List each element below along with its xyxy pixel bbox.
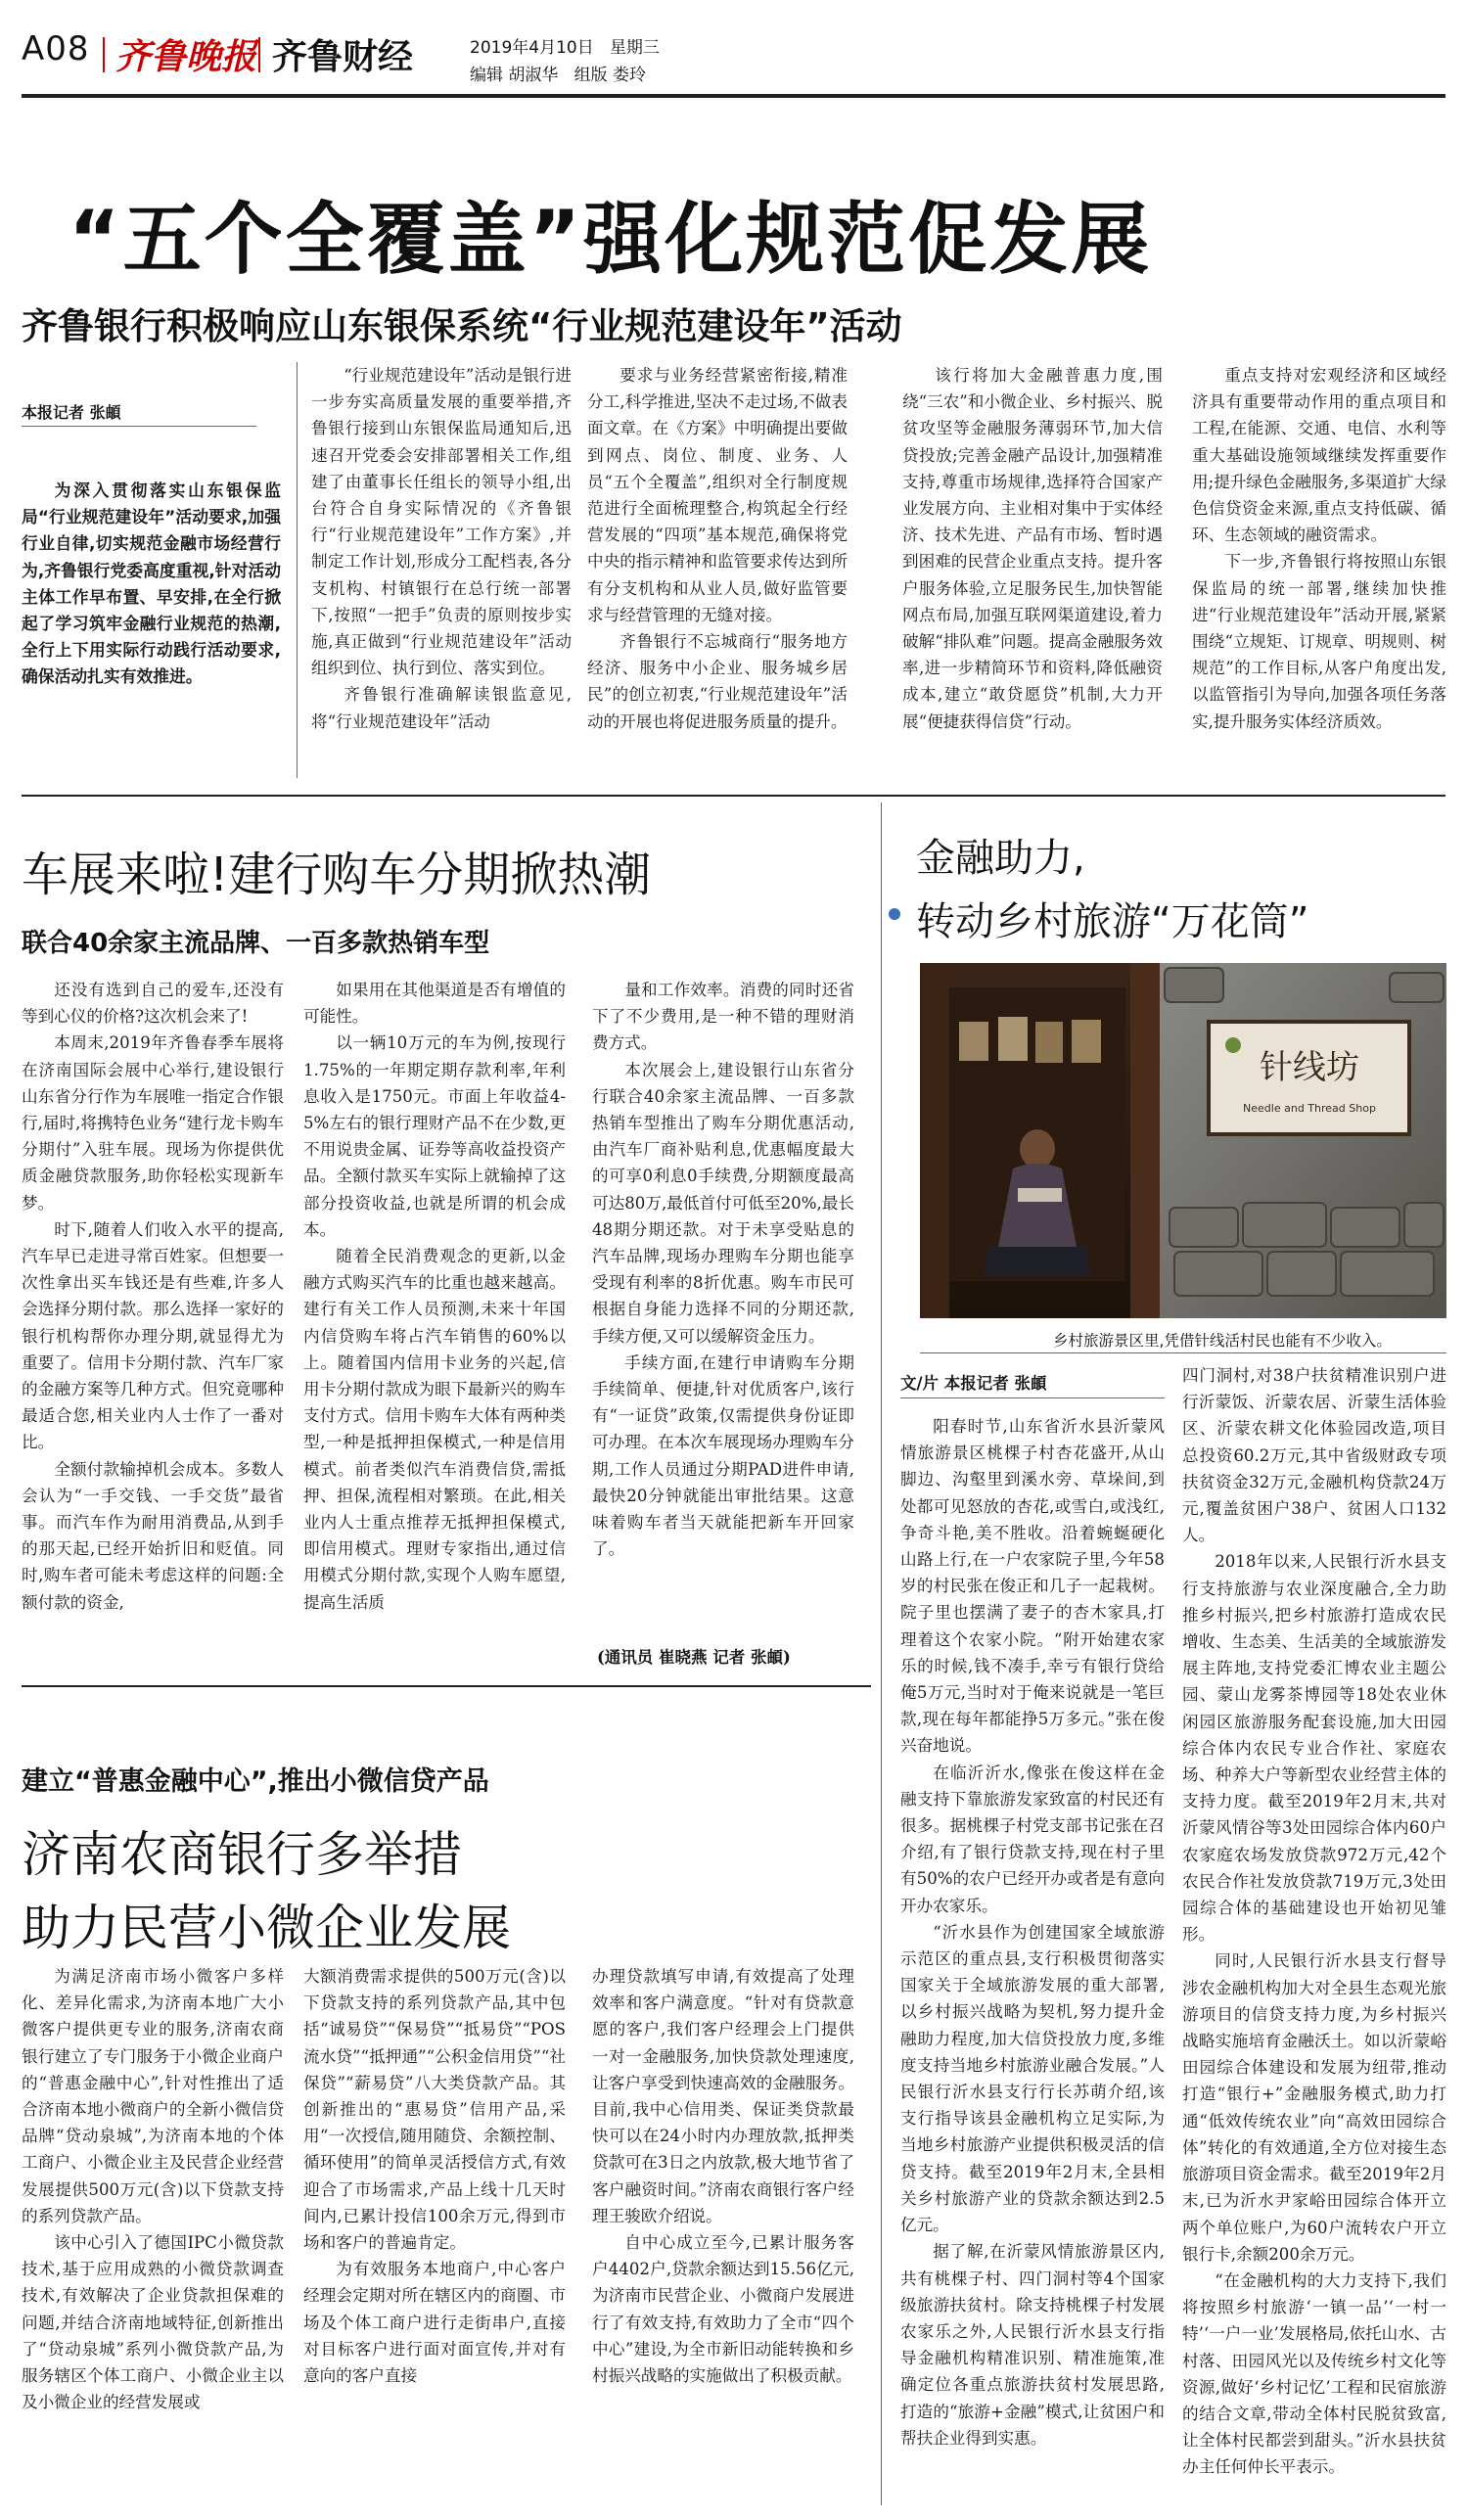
story3-col1: [900, 1413, 1165, 2505]
paragraph: 如果用在其他渠道是否有增值的可能性。: [303, 981, 566, 1027]
story1-col2: [587, 362, 848, 778]
story1-headline: “五个全覆盖”强化规范促发展: [69, 194, 1153, 285]
story4-col1: [22, 1963, 284, 2505]
layout-editor: 组版 娄玲: [573, 66, 647, 85]
paragraph: 要求与业务经营紧密衔接,精准分工,科学推进,坚决不走过场,不做表面文章。在《方案》中明确提出要做到网点、岗位、制度、业务、人员“五个全覆盖”,组织对全行制度规范进行全面梳理整合,构筑起全行经营发展的“四项”基本规范,确保将党中央的指示精神和监管要求传达到所有分支机构和从业人员,做好监管要求与经营管理的无缝对接。: [587, 366, 848, 624]
divider-vertical: [103, 37, 105, 72]
photo-caption: 乡村旅游景区里,凭借针线活村民也能有不少收入。: [1053, 1332, 1392, 1350]
page-code: A08: [22, 29, 90, 69]
date: 2019年4月10日: [470, 38, 594, 58]
story1-lead: [22, 478, 281, 742]
paragraph: 为满足济南市场小微客户多样化、差异化需求,为济南本地广大小微客户提供更专业的服务,济南农商银行建立了专门服务于小微企业商户的“普惠金融中心”,针对性推出了适合济南本地小微商户的全新小微信贷品牌“贷动泉城”,为济南本地的个体工商户、小微企业主及民营企业经营发展提供500万元(含)以下贷款支持的系列贷款产品。: [22, 1967, 284, 2225]
story3-col2: [1182, 1362, 1446, 2505]
paragraph: 为有效服务本地商户,中心客户经理会定期对所在辖区内的商圈、市场及个体工商户进行走街串户,直接对目标客户进行面对面宣传,并对有意向的客户直接: [303, 2260, 566, 2386]
story4-headline-line2: 助力民营小微企业发展: [22, 1900, 511, 1956]
column-rule: [297, 362, 298, 778]
column-rule: [881, 802, 882, 2505]
accent-dot-icon: [889, 908, 900, 920]
story1-subheadline: 齐鲁银行积极响应山东银保系统“行业规范建设年”活动: [22, 305, 902, 347]
story2-col1: [22, 977, 284, 1673]
story2-headline: 车展来啦!建行购车分期掀热潮: [22, 848, 652, 902]
paragraph: 自中心成立至今,已累计服务客户4402户,贷款余额达到15.56亿元,为济南市民营企业、小微商户发展进行了有效支持,有效助力了全市“四个中心”建设,为全市新旧动能转换和乡村振兴战略的实施做出了积极贡献。: [592, 2233, 854, 2386]
rural-tourism-photo: [920, 963, 1446, 1318]
paragraph: 手续方面,在建行申请购车分期手续简单、便捷,针对优质客户,该行有“一证贷”政策,仅需提供身份证即可办理。在本次车展现场办理购车分期,工作人员通过分期PAD进件申请,最快20分钟就能出审批结果。这意味着购车者当天就能把新车开回家了。: [592, 1352, 854, 1559]
paragraph: 为深入贯彻落实山东银保监局“行业规范建设年”活动要求,加强行业自律,切实规范金融市场经营行为,齐鲁银行党委高度重视,针对活动主体工作早布置、早安排,在全行掀起了学习筑牢金融行业规范的热潮,全行上下用实际行动践行活动要求,确保活动扎实有效推进。: [22, 481, 281, 687]
paragraph: 同时,人民银行沂水县支行督导涉农金融机构加大对全县生态观光旅游项目的信贷支持力度,为乡村振兴战略实施培育金融沃土。如以沂蒙峪田园综合体建设和发展为纽带,推动打造“银行+”金融服务模式,助力打通“低效传统农业”向“高效田园综合体”转化的有效通道,全方位对接生态旅游项目资金需求。截至2019年2月末,已为沂水尹家峪田园综合体开立两个单位账户,为60户流转农户开立银行卡,余额200余万元。: [1182, 1951, 1446, 2264]
paragraph: 下一步,齐鲁银行将按照山东银保监局的统一部署,继续加快推进“行业规范建设年”活动开展,紧紧围绕“立规矩、订规章、明规则、树规范”的工作目标,从客户角度出发,以监管指引为导向,加强各项任务落实,提升服务实体经济质效。: [1192, 552, 1446, 731]
paragraph: 在临沂沂水,像张在俊这样在金融支持下靠旅游发家致富的村民还有很多。据桃棵子村党支部书记张在召介绍,有了银行贷款支持,现在村子里有50%的农户已经开办或者是有意向开办农家乐。: [900, 1763, 1165, 1915]
paragraph: 据了解,在沂蒙风情旅游景区内,共有桃棵子村、四门洞村等4个国家级旅游扶贫村。除支持桃棵子村发展农家乐之外,人民银行沂水县支行指导金融机构精准识别、精准施策,准确定位各重点旅游扶贫村发展思路,打造的“旅游+金融”模式,让贫困户和帮扶企业得到实惠。: [900, 2242, 1165, 2448]
byline-rule: [22, 426, 256, 427]
paragraph: “在金融机构的大力支持下,我们将按照乡村旅游‘一镇一品’‘一村一特’‘一户一业’发展格局,依托山水、古村落、田园风光以及传统乡村文化等资源,做好‘乡村记忆’工程和民宿旅游的结合文章,带动全体村民脱贫致富,让全体村民都尝到甜头。”沂水县扶贫办主任何仲长平表示。: [1182, 2270, 1446, 2477]
header-rule: [22, 94, 1445, 98]
story4-col2: [303, 1963, 566, 2505]
paragraph: 随着全民消费观念的更新,以金融方式购买汽车的比重也越来越高。建行有关工作人员预测,未来十年国内信贷购车将占汽车销售的60%以上。随着国内信用卡业务的兴起,信用卡分期付款成为眼下最新兴的购车支付方式。信用卡购车大体有两种类型,一种是抵押担保模式,一种是信用模式。前者类似汽车消费信贷,需抵押、担保,流程相对繁琐。在此,相关业内人士重点推荐无抵押担保模式,即信用模式。理财专家指出,通过信用模式分期付款,实现个人购车愿望,提高生活质: [303, 1247, 566, 1612]
story2-subheadline: 联合40余家主流品牌、一百多款热销车型: [22, 929, 490, 958]
paragraph: 齐鲁银行准确解读银监意见,将“行业规范建设年”活动: [311, 685, 572, 731]
story1-col3: [902, 362, 1163, 778]
caption-rule: [920, 1352, 1446, 1353]
photo-illustration: [920, 963, 1446, 1318]
newspaper-logo: 齐鲁晚报: [115, 36, 257, 77]
paragraph: 该行将加大金融普惠力度,围绕“三农”和小微企业、乡村振兴、脱贫攻坚等金融服务薄弱环节,加大信贷投放;完善金融产品设计,加强精准支持,尊重市场规律,选择符合国家产业发展方向、主业相对集中于实体经济、技术先进、产品有市场、暂时遇到困难的民营企业重点支持。提升客户服务体验,立足服务民生,加快智能网点布局,加强互联网渠道建设,着力破解“排队难”问题。提高金融服务效率,进一步精简环节和资料,降低融资成本,建立“敢贷愿贷”机制,大力开展“便捷获得信贷”行动。: [902, 366, 1163, 731]
paragraph: 2018年以来,人民银行沂水县支行支持旅游与农业深度融合,全力助推乡村振兴,把乡村旅游打造成农民增收、生态美、生活美的全域旅游发展主阵地,支持党委汇博农业主题公园、蒙山龙雾茶博园等18处农业休闲园区旅游服务配套设施,加大田园综合体内农民专业合作社、家庭农场、种养大户等新型农业经营主体的支持力度。截至2019年2月末,共对沂蒙风情谷等3处田园综合体内60户农家庭农场发放贷款972万元,42个农民合作社发放贷款719万元,3处田园综合体的基础建设也开始初见雏形。: [1182, 1552, 1446, 1945]
story3-byline: 文/片 本报记者 张頔: [900, 1374, 1047, 1393]
byline-rule: [900, 1397, 1165, 1398]
story1-col1: [311, 362, 572, 778]
sign-text: 针线坊: [1260, 1048, 1359, 1087]
paragraph: 本次展会上,建设银行山东省分行联合40余家主流品牌、一百多款热销车型推出了购车分期优惠活动,由汽车厂商补贴利息,优惠幅度最大的可享0利息0手续费,分期额度最高可达80万,最低首付可低至20%,最长48期分期还款。对于未享受贴息的汽车品牌,现场办理购车分期也能享受现有利率的8折优惠。购车市民可根据自身能力选择不同的分期还款,手续方便,又可以缓解资金压力。: [592, 1060, 854, 1346]
paragraph: 该中心引入了德国IPC小微贷款技术,基于应用成熟的小微贷款调查技术,有效解决了企业贷款担保难的问题,并结合济南地域特征,创新推出了“贷动泉城”系列小微贷款产品,为服务辖区个体工商户、小微企业主以及小微企业的经营发展或: [22, 2233, 284, 2412]
story4-headline-line1: 济南农商银行多举措: [22, 1826, 462, 1883]
story3-headline-line2: 转动乡村旅游“万花筒”: [916, 899, 1309, 944]
story4-kicker: 建立“普惠金融中心”,推出小微信贷产品: [22, 1766, 489, 1797]
editor-credits: [470, 61, 646, 85]
story2-col3: [592, 977, 854, 1647]
paragraph: 以一辆10万元的车为例,按现行1.75%的一年期定期存款利率,年利息收入是1750元。市面上年收益4-5%左右的银行理财产品不在少数,更不用说贵金属、证券等高收益投资产品。全额付款买车实际上就输掉了这部分投资收益,也就是所谓的机会成本。: [303, 1033, 566, 1239]
story1-col4: [1192, 362, 1446, 778]
story-separator: [22, 1685, 871, 1687]
paragraph: 全额付款输掉机会成本。多数人会认为“一手交钱、一手交货”最省事。而汽车作为耐用消费品,从到手的那天起,已经开始折旧和贬值。同时,购车者可能未考虑这样的问题:全额付款的资金,: [22, 1459, 284, 1612]
story3-headline-line1: 金融助力,: [916, 836, 1085, 881]
story1-byline: 本报记者 张頔: [22, 403, 121, 422]
paragraph: “沂水县作为创建国家全域旅游示范区的重点县,支行积极贯彻落实国家关于全域旅游发展的重大部署,以乡村振兴战略为契机,努力提升金融助力程度,加大信贷投放力度,多维度支持当地乡村旅游业融合发展。”人民银行沂水县支行行长苏萌介绍,该支行指导该县金融机构立足实际,为当地乡村旅游产业提供积极灵活的信贷支持。截至2019年2月末,全县相关乡村旅游产业的贷款余额达到2.5亿元。: [900, 1922, 1165, 2235]
divider-vertical: [258, 37, 260, 72]
story2-sign: (通讯员 崔晓燕 记者 张頔): [597, 1648, 791, 1667]
story-separator: [22, 795, 1445, 797]
paragraph: 重点支持对宏观经济和区域经济具有重要带动作用的重点项目和工程,在能源、交通、电信、水利等重大基础设施领域继续发挥重要作用;提升绿色金融服务,多渠道扩大绿色信贷资金来源,重点支持低碳、循环、生态领域的融资需求。: [1192, 366, 1446, 545]
story2-col2: [303, 977, 566, 1673]
section-title: 齐鲁财经: [272, 37, 414, 77]
issue-date: [470, 33, 660, 58]
sign-subtext: Needle and Thread Shop: [1243, 1102, 1376, 1115]
paragraph: 本周末,2019年齐鲁春季车展将在济南国际会展中心举行,建设银行山东省分行作为车展唯一指定合作银行,届时,将携特色业务“建行龙卡购车分期付”入驻车展。现场为你提供优质金融贷款服务,助你轻松实现新车梦。: [22, 1033, 284, 1213]
weekday: 星期三: [609, 38, 660, 58]
story4-col3: [592, 1963, 854, 2505]
paragraph: 齐鲁银行不忘城商行“服务地方经济、服务中小企业、服务城乡居民”的创立初衷,“行业规范建设年”活动的开展也将促进服务质量的提升。: [587, 632, 848, 731]
paragraph: 时下,随着人们收入水平的提高,汽车早已走进寻常百姓家。但想要一次性拿出买车钱还是有些难,许多人会选择分期付款。那么选择一家好的银行机构帮你办理分期,就显得尤为重要了。信用卡分期付款、汽车厂家的金融方案等几种方式。但究竟哪种最适合您,相关业内人士作了一番对比。: [22, 1219, 284, 1452]
paragraph: 四门洞村,对38户扶贫精准识别户进行沂蒙饭、沂蒙农居、沂蒙生活体验区、沂蒙农耕文化体验园改造,项目总投资60.2万元,其中省级财政专项扶贫资金32万元,金融机构贷款24万元,覆盖贫困户38户、贫困人口132人。: [1182, 1366, 1446, 1545]
paragraph: 还没有选到自己的爱车,还没有等到心仪的价格?这次机会来了!: [22, 981, 284, 1027]
paragraph: 办理贷款填写申请,有效提高了处理效率和客户满意度。“针对有贷款意愿的客户,我们客户经理会上门提供一对一金融服务,加快贷款处理速度,让客户享受到快速高效的金融服务。目前,我中心信用类、保证类贷款最快可以在24小时内办理放款,抵押类贷款可在3日之内放款,极大地节省了客户融资时间。”济南农商银行客户经理王骏欧介绍说。: [592, 1967, 854, 2225]
paragraph: 大额消费需求提供的500万元(含)以下贷款支持的系列贷款产品,其中包括“诚易贷”“保易贷”“抵易贷”“POS流水贷”“抵押通”“公积金信用贷”“社保贷”“薪易贷”八大类贷款产品。其创新推出的“惠易贷”信用产品,采用“一次授信,随用随贷、余额控制、循环使用”的简单灵活授信方式,有效迎合了市场需求,产品上线十几天时间内,已累计投信100余万元,得到市场和客户的普遍肯定。: [303, 1967, 566, 2253]
paragraph: 阳春时节,山东省沂水县沂蒙风情旅游景区桃棵子村杏花盛开,从山脚边、沟壑里到溪水旁、草垛间,到处都可见怒放的杏花,或雪白,或浅红,争奇斗艳,美不胜收。沿着蜿蜒硬化山路上行,在一户农家院子里,今年58岁的村民张在俊正和几子一起栽树。院子里也摆满了妻子的杏木家具,打理着这个农家小院。“附开始建农家乐的时候,钱不凑手,幸亏有银行贷给俺5万元,当时对于俺来说就是一笔巨款,现在每年都能挣5万多元。”张在俊兴奋地说。: [900, 1417, 1165, 1756]
paragraph: 量和工作效率。消费的同时还省下了不少费用,是一种不错的理财消费方式。: [592, 981, 854, 1053]
editor: 编辑 胡淑华: [470, 66, 559, 85]
paragraph: “行业规范建设年”活动是银行进一步夯实高质量发展的重要举措,齐鲁银行接到山东银保监局通知后,迅速召开党委会安排部署相关工作,组建了由董事长任组长的领导小组,出台符合自身实际情况的《齐鲁银行“行业规范建设年”工作方案》,并制定工作计划,形成分工配档表,各分支机构、村镇银行在总行统一部署下,按照“一把手”负责的原则按步实施,真正做到“行业规范建设年”活动组织到位、执行到位、落实到位。: [311, 366, 572, 678]
